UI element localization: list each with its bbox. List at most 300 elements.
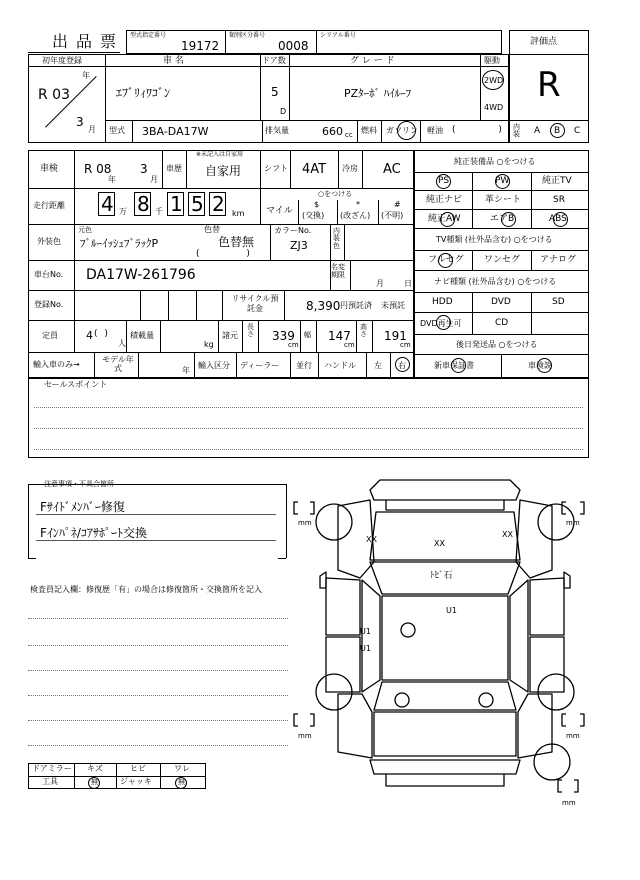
interior-option-b: B: [554, 126, 561, 136]
equip-airbag-circle: [501, 212, 516, 227]
eq-line-9: [414, 334, 589, 335]
sales-line-1: [34, 407, 583, 408]
mileage-digit-5: 2: [212, 192, 225, 216]
row-line-3: [28, 260, 414, 261]
later-inspection-circle: [537, 358, 552, 373]
color-no-label: カラーNo.: [274, 226, 312, 235]
height-divider2: [372, 320, 373, 352]
length-value: 339: [272, 329, 295, 343]
equip-aw-circle: [440, 212, 455, 227]
capacity-label: 定員: [42, 331, 58, 340]
transfer-month: 月: [376, 279, 384, 288]
type-designation-value: 19172: [181, 39, 220, 53]
left-front-door: [326, 578, 360, 635]
model-year-label: モデル年式: [102, 355, 134, 373]
damage-mark-hood: XX: [434, 539, 445, 548]
shift-value: 4AT: [302, 162, 327, 177]
model-divider: [132, 120, 133, 143]
equip-abs-circle: [553, 212, 568, 227]
bracket-lf-r: [310, 502, 314, 514]
mileage-option-exchange: $: [314, 200, 320, 209]
rating-divider: [509, 54, 589, 55]
mileage-option-unknown: #: [394, 200, 401, 209]
interior-b-circle: [550, 123, 565, 138]
eq-col-1c: [472, 292, 473, 334]
rating-label: 評価点: [530, 37, 558, 47]
eq-col-1a: [472, 172, 473, 228]
bracket-lf-l: [294, 502, 298, 514]
fuel-divider2: [381, 120, 382, 143]
repaint-label: 色替: [204, 225, 220, 234]
eq-line-7: [414, 292, 589, 293]
import-type-divider: [194, 352, 195, 378]
summary-col4: [480, 54, 481, 120]
import-type-label: 輸入区分: [198, 361, 230, 370]
repaint-value: 色替無: [218, 235, 255, 249]
mileage-option-exchange-sub: (交換): [302, 211, 325, 220]
summary-lower-line: [105, 120, 509, 121]
left-front-wheel: [316, 504, 352, 540]
row-line-1: [28, 188, 414, 189]
equip-aw: 純正AW: [428, 214, 461, 224]
mirror-header-scratch: キズ: [87, 764, 103, 773]
recycle-unpaid: 未預託: [381, 301, 405, 310]
back-door: [374, 712, 516, 756]
eq-col-2b: [531, 250, 532, 270]
equip-ps-circle: [436, 174, 451, 189]
inspector-label: 検査員記入欄：修復歴「有」の場合は修復箇所・交換箇所を記入: [30, 585, 262, 594]
tv-header: TV種類 (社外品含む) ○をつける: [436, 235, 553, 244]
eq-line-2: [414, 190, 589, 191]
displacement-label: 排気量: [265, 126, 289, 135]
recycle-status: 円預託済: [340, 301, 372, 310]
ac-value: AC: [383, 162, 401, 177]
width-divider: [300, 320, 301, 352]
rear-marker-right: [479, 693, 493, 707]
interior-option-c: C: [574, 126, 581, 136]
notes-frame-top: [28, 484, 286, 559]
car-name-label: 車 名: [163, 56, 184, 66]
right-rear-quarter: [518, 694, 552, 758]
car-name-value: ｴﾌﾞﾘｨﾜｺﾞﾝ: [116, 86, 171, 100]
navi-dvd: DVD: [491, 297, 511, 307]
reg-cell-4: [222, 290, 223, 320]
car-diagram: [290, 470, 600, 820]
fuel-label: 燃料: [361, 126, 377, 135]
summary-header-line: [28, 66, 509, 67]
bracket-spare-r: [574, 780, 578, 792]
tool-value: 無: [91, 778, 98, 786]
color-label: 外装色: [37, 237, 61, 246]
model-value: 3BA-DA17W: [142, 125, 209, 138]
class-number-label: 類別区分番号: [229, 32, 266, 39]
load-divider2: [160, 320, 161, 352]
mm-right-front: mm: [566, 519, 580, 527]
note-item-2: Fｲﾝﾊﾟﾈ/ｺｱｻﾎﾟｰﾄ交換: [40, 526, 147, 540]
left-rear-door: [326, 637, 360, 692]
fuel-divider3: [420, 120, 421, 143]
navi-sd: SD: [552, 297, 565, 307]
eq-line-8: [414, 312, 589, 313]
displacement-unit: cc: [345, 131, 353, 139]
length-divider: [258, 320, 259, 352]
reg-no-label: 登録No.: [34, 300, 64, 309]
interior-color-label: 内装色: [333, 227, 340, 250]
page-title: 出品票: [52, 32, 125, 51]
handle-right-circle: [395, 357, 410, 372]
recycle-label: リサイクル預託金: [231, 294, 279, 313]
length-label: 長さ: [247, 323, 254, 338]
inspector-line-6: [28, 745, 288, 746]
inspection-year: R 08: [84, 162, 112, 176]
handle-label: ハンドル: [324, 361, 356, 370]
fuel-gasoline: ガソリン: [386, 126, 418, 135]
interior-label: 内装: [513, 123, 520, 138]
type-designation-box: [126, 30, 226, 54]
interior-divider: [509, 120, 589, 121]
rear-panel: [386, 774, 504, 786]
eq-line-1: [414, 172, 589, 173]
eq-col-2c: [531, 292, 532, 334]
jack-value-circle: [175, 777, 187, 789]
load-label: 積載量: [130, 331, 154, 340]
inspection-label: 車検: [40, 164, 59, 174]
mm-left-rear: mm: [298, 732, 312, 740]
class-number-value: 0008: [278, 39, 309, 53]
mirror-col-1: [74, 763, 75, 789]
grade-label: グ レ ー ド: [350, 56, 395, 66]
height-value: 191: [384, 329, 407, 343]
ac-label: 冷房: [342, 164, 358, 173]
bracket-rf-l: [562, 502, 566, 514]
dealer-label: ディーラー: [240, 361, 280, 370]
right-front-fender: [516, 500, 552, 578]
inspector-line-4: [28, 695, 288, 696]
mileage-opt-div2: [337, 200, 338, 224]
bracket-rr-r: [580, 714, 584, 726]
bracket-rr-l: [562, 714, 566, 726]
inspection-year-unit: 年: [108, 175, 116, 184]
rating-value: R: [537, 65, 561, 105]
note-line-1: [36, 514, 276, 515]
ac-divider2: [362, 150, 363, 188]
reg-cell-2: [168, 290, 169, 320]
dims-divider2: [242, 320, 243, 352]
tool-value-circle: [88, 777, 100, 789]
load-unit: kg: [204, 340, 214, 349]
eq-line-3: [414, 209, 589, 210]
mileage-option-tampered: *: [356, 200, 360, 209]
mirror-col-3: [160, 763, 161, 789]
sales-line-2: [34, 428, 583, 429]
eq-line-4: [414, 228, 589, 229]
capacity-unit: 人: [118, 339, 126, 348]
tv-analog: アナログ: [540, 255, 577, 265]
handle-left: 左: [374, 361, 382, 370]
mileage-option-unknown-sub: (不明): [381, 211, 404, 220]
roof-marker-left: [401, 623, 415, 637]
history-label: 車歴: [166, 164, 182, 173]
mileage-unit-man: 万: [119, 207, 127, 216]
dealer-divider: [236, 352, 237, 378]
capacity-value: 4: [86, 329, 93, 342]
equipment-header: 純正装備品 ○をつける: [454, 157, 536, 166]
height-divider: [356, 320, 357, 352]
notes-frame-right: [286, 484, 287, 558]
navi-dvd-playback: DVD再生可: [420, 319, 462, 328]
width-divider2: [316, 320, 317, 352]
model-year-unit: 年: [182, 366, 190, 375]
later-warranty-circle: [451, 358, 466, 373]
hood: [370, 512, 520, 560]
history-value: 自家用: [205, 164, 242, 178]
right-divider: [390, 352, 391, 378]
label-column: [74, 150, 75, 352]
dims-label: 諸元: [222, 331, 238, 340]
import-label: 輸入車のみ→: [33, 360, 80, 369]
dims-divider: [218, 320, 219, 352]
summary-col1: [105, 54, 106, 143]
mileage-opt-div3: [378, 200, 379, 224]
width-value: 147: [328, 329, 351, 343]
width-label: 幅: [304, 331, 311, 339]
handle-right: 右: [398, 361, 406, 370]
mileage-opt-div1: [298, 200, 299, 224]
damage-mark-left-door-2: U1: [360, 644, 371, 653]
fuel-divider: [357, 120, 358, 143]
type-designation-label: 型式指定番号: [130, 32, 167, 39]
history-divider2: [186, 150, 187, 188]
displacement-value: 660: [322, 125, 343, 138]
mirror-col-2: [116, 763, 117, 789]
summary-col2: [260, 54, 261, 120]
interior-option-a: A: [534, 126, 541, 136]
right-mirror: [564, 572, 570, 588]
inspection-month-unit: 月: [150, 175, 158, 184]
displacement-divider: [262, 120, 263, 143]
color-no-divider: [270, 224, 271, 260]
shift-divider: [260, 150, 261, 188]
left-pillar: [362, 580, 380, 692]
mileage-unit-sen: 千: [155, 207, 163, 216]
mileage-digit-1: 4: [101, 192, 114, 216]
left-mirror: [320, 572, 326, 588]
jack-value: 無: [178, 778, 185, 786]
equip-ps: PS: [438, 176, 450, 186]
mileage-mark-note: ○をつける: [318, 190, 353, 198]
equip-pw-circle: [495, 174, 510, 189]
bracket-lr-r: [310, 714, 314, 726]
ac-divider: [338, 150, 339, 188]
later-header: 後日発送品 ○をつける: [456, 340, 538, 349]
roof: [382, 596, 508, 680]
navi-cd: CD: [495, 318, 509, 328]
history-divider: [162, 150, 163, 188]
later-warranty: 新車保証書: [434, 361, 474, 370]
row-line-2: [28, 224, 414, 225]
eq-col-2a: [531, 172, 532, 228]
rear-marker-left: [395, 693, 409, 707]
tv-fullseg-circle: [438, 253, 453, 268]
mirror-header-mirror: ドアミラー: [32, 764, 72, 773]
inspector-line-3: [28, 670, 288, 671]
notes-header: 注意事項・不具合箇所: [44, 480, 114, 488]
equip-tv: 純正TV: [542, 176, 572, 186]
damage-mark-left-door-1: U1: [360, 627, 371, 636]
repaint-sub: ( ): [196, 249, 250, 259]
front-bumper: [370, 480, 520, 500]
shift-label: シフト: [264, 164, 288, 173]
doors-value: 5: [271, 85, 279, 99]
mileage-divider: [260, 188, 261, 224]
width-unit: cm: [344, 341, 355, 349]
fuel-light-oil: 軽油: [427, 126, 443, 135]
equip-pw: PW: [495, 176, 510, 186]
inspector-line-2: [28, 645, 288, 646]
import-divider: [94, 352, 95, 378]
mileage-digit-3: 1: [170, 192, 183, 216]
parallel-label: 並行: [296, 361, 312, 370]
drive-label: 駆動: [484, 56, 500, 65]
serial-label: シリアル番号: [320, 32, 356, 39]
chassis-value: DA17W-261796: [86, 267, 196, 283]
class-number-box: [225, 30, 317, 54]
mm-right-rear: mm: [566, 732, 580, 740]
orig-color-label: 元色: [78, 226, 92, 234]
mm-spare: mm: [562, 799, 576, 807]
eq-col-1b: [472, 250, 473, 270]
load-divider: [126, 320, 127, 352]
bracket-rf-r: [580, 502, 584, 514]
mileage-digit-2: 8: [137, 192, 150, 216]
bracket-spare-l: [558, 780, 562, 792]
interior-color-divider2: [344, 224, 345, 260]
first-reg-year-unit: 年: [82, 71, 90, 80]
serial-box: [316, 30, 502, 54]
later-inspection: 車検説: [528, 361, 552, 370]
doors-suffix: D: [280, 107, 287, 116]
model-year-divider: [138, 352, 139, 378]
right-rear-door: [530, 637, 564, 692]
color-value: ﾌﾞﾙｰｲｯｼｭﾌﾞﾗｯｸP: [80, 237, 159, 250]
note-item-1: Fｻｲﾄﾞﾒﾝﾊﾞｰ修復: [40, 500, 125, 514]
sales-line-3: [34, 449, 583, 450]
row-line-4: [28, 290, 414, 291]
damage-mark-right-fender: XX: [502, 530, 513, 539]
mileage-option-mile: マイル: [266, 206, 293, 216]
damage-mark-left-fender: XX: [366, 535, 377, 544]
jack-label: ジャッキ: [120, 777, 152, 786]
inspector-line-1: [28, 618, 288, 619]
equip-navi: 純正ナビ: [426, 195, 463, 205]
left-divider: [366, 352, 367, 378]
right-front-door: [530, 578, 564, 635]
first-reg-label: 初年度登録: [42, 56, 82, 65]
sales-point-box: [28, 378, 589, 458]
right-pillar: [510, 580, 528, 692]
note-line-2: [36, 540, 276, 541]
parallel-divider: [290, 352, 291, 378]
front-grille: [386, 500, 504, 510]
reg-cell-3: [196, 290, 197, 320]
capacity-paren: ( ): [94, 329, 108, 339]
transfer-label: 名変期限: [331, 263, 345, 279]
eq-col-later: [501, 354, 502, 378]
chassis-label: 車台No.: [34, 270, 64, 279]
rear-bumper: [370, 760, 520, 774]
navi-header: ナビ種類 (社外品含む) ○をつける: [434, 277, 557, 286]
title-underline: [28, 52, 120, 53]
row-line-6: [28, 352, 414, 353]
tv-oneseg: ワンセグ: [484, 255, 521, 265]
height-unit: cm: [400, 341, 411, 349]
handle-divider: [318, 352, 319, 378]
bracket-lr-l: [294, 714, 298, 726]
transfer-day: 日: [404, 279, 412, 288]
tv-fullseg: フルセグ: [428, 255, 464, 265]
first-reg-year: R 03: [38, 87, 70, 103]
doors-label: ドア数: [262, 56, 286, 65]
fuel-other: ( ): [452, 125, 502, 135]
equip-leather: 革シート: [485, 195, 522, 205]
recycle-amount: 8,390: [306, 299, 341, 313]
grade-value: PZﾀｰﾎﾞ ﾊｲﾙｰﾌ: [344, 87, 412, 100]
reg-cell-1: [140, 290, 141, 320]
summary-col3: [289, 54, 290, 120]
drive-2wd-circle: [482, 70, 504, 90]
shift-divider2: [290, 150, 291, 188]
eq-line-5: [414, 250, 589, 251]
mirror-header-crack: ヒビ: [130, 764, 146, 773]
notes-frame-left: [28, 484, 29, 558]
equip-sr: SR: [553, 195, 565, 205]
inspector-line-5: [28, 720, 288, 721]
rear-glass: [374, 682, 516, 710]
mileage-unit-km: km: [232, 209, 245, 218]
first-reg-month-unit: 月: [88, 125, 96, 134]
drive-4wd: 4WD: [484, 103, 504, 112]
model-label: 型式: [109, 126, 125, 135]
mileage-option-tampered-sub: (改ざん): [340, 211, 371, 220]
mileage-label: 走行距離: [33, 201, 65, 210]
damage-mark-roof: U1: [446, 606, 457, 615]
sales-point-label: セールスポイント: [44, 380, 108, 389]
fuel-gasoline-circle: [397, 121, 416, 140]
length-unit: cm: [288, 341, 299, 349]
history-note: ※未記入は自家用: [196, 151, 244, 158]
equip-abs: ABS: [549, 214, 567, 224]
left-rear-quarter: [338, 694, 372, 758]
recycle-divider: [284, 290, 285, 320]
interior-color-divider: [330, 224, 331, 260]
mirror-header-break: ワレ: [174, 764, 190, 773]
navi-dvd-playback-circle: [436, 315, 451, 330]
notes-corner-bl: [28, 558, 36, 559]
height-label: 高さ: [360, 323, 367, 338]
mileage-digit-4: 5: [191, 192, 204, 216]
equip-airbag: エアB: [490, 214, 515, 224]
inspection-month: 3: [140, 162, 148, 176]
mm-left-front: mm: [298, 519, 312, 527]
navi-hdd: HDD: [432, 297, 453, 307]
damage-mark-windshield: ﾄﾋﾞ石: [430, 571, 453, 581]
color-no-value: ZJ3: [290, 239, 308, 252]
first-reg-month: 3: [76, 115, 84, 129]
eq-line-6: [414, 270, 589, 271]
tool-label: 工具: [42, 777, 58, 786]
transfer-divider2: [350, 260, 351, 290]
notes-corner-br: [278, 558, 286, 559]
